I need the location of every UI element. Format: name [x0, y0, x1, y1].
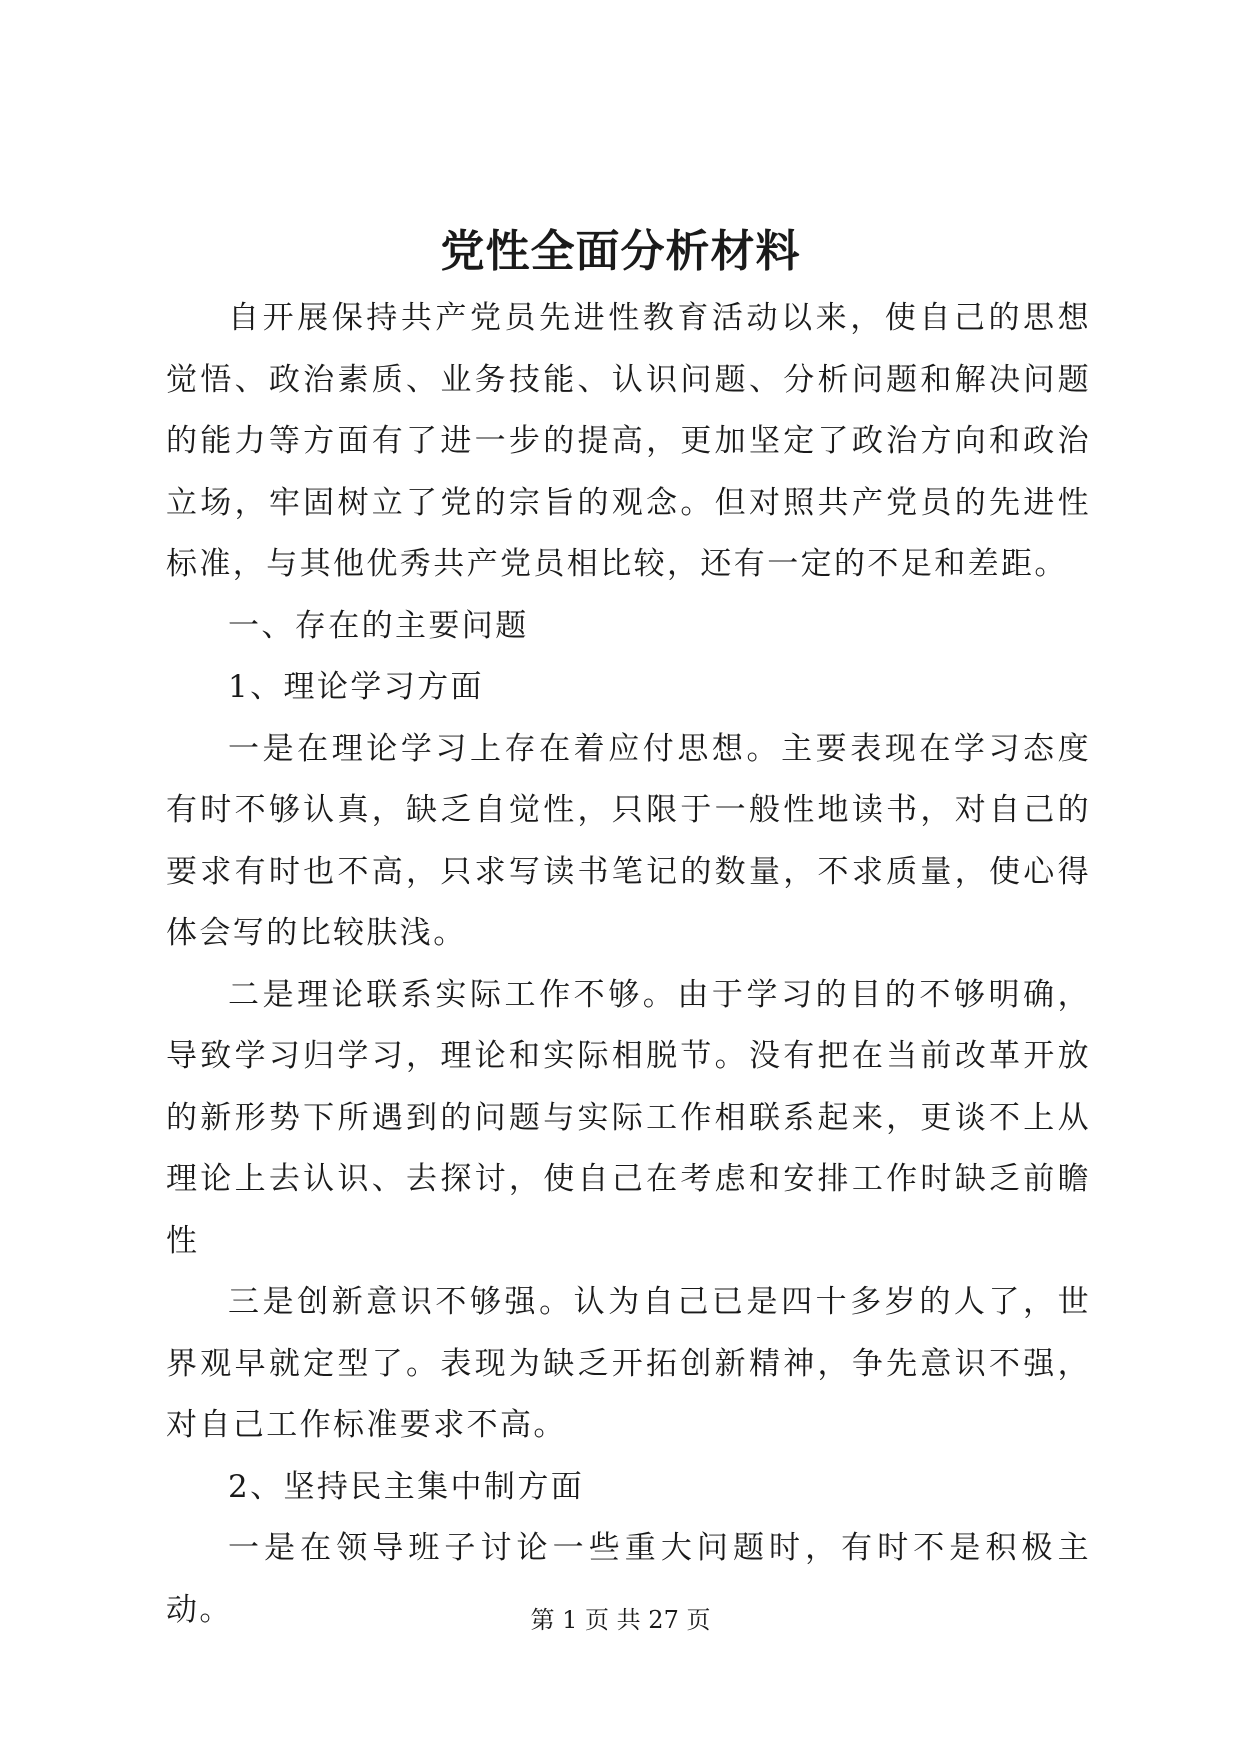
- paragraph-intro: 自开展保持共产党员先进性教育活动以来，使自己的思想觉悟、政治素质、业务技能、认识问题、分析问题和解决问题的能力等方面有了进一步的提高，更加坚定了政治方向和政治立场，牢固树立了党的宗旨的观念。但对照共产党员的先进性标准，与其他优秀共产党员相比较，还有一定的不足和差距。: [166, 300, 1091, 582]
- subsection-heading-theory-study: 1、理论学习方面: [228, 669, 484, 705]
- subsection-heading-democratic-centralism: 2、坚持民主集中制方面: [228, 1468, 585, 1505]
- paragraph-point-three: 三是创新意识不够强。认为自己已是四十多岁的人了，世界观早就定型了。表现为缺乏开拓创新精神，争先意识不强，对自己工作标准要求不高。: [166, 1284, 1091, 1443]
- paragraph-leadership-discussion: 一是在领导班子讨论一些重大问题时，有时不是积极主动。: [166, 1530, 1091, 1628]
- document-body: [166, 288, 1091, 1641]
- paragraph-point-one: 一是在理论学习上存在着应付思想。主要表现在学习态度有时不够认真，缺乏自觉性，只限于一般性地读书，对自己的要求有时也不高，只求写读书笔记的数量，不求质量，使心得体会写的比较肤浅。: [166, 730, 1091, 951]
- section-heading-main-problems: 一、存在的主要问题: [228, 607, 529, 644]
- paragraph-point-two: 二是理论联系实际工作不够。由于学习的目的不够明确，导致学习归学习，理论和实际相脱节。没有把在当前改革开放的新形势下所遇到的问题与实际工作相联系起来，更谈不上从理论上去认识、去探讨，使自己在考虑和安排工作时缺乏前瞻性: [166, 976, 1091, 1259]
- page-number-label: 第 1 页 共 27 页: [530, 1606, 711, 1634]
- page-footer: [0, 1604, 1241, 1636]
- document-title: 党性全面分析材料: [440, 226, 801, 277]
